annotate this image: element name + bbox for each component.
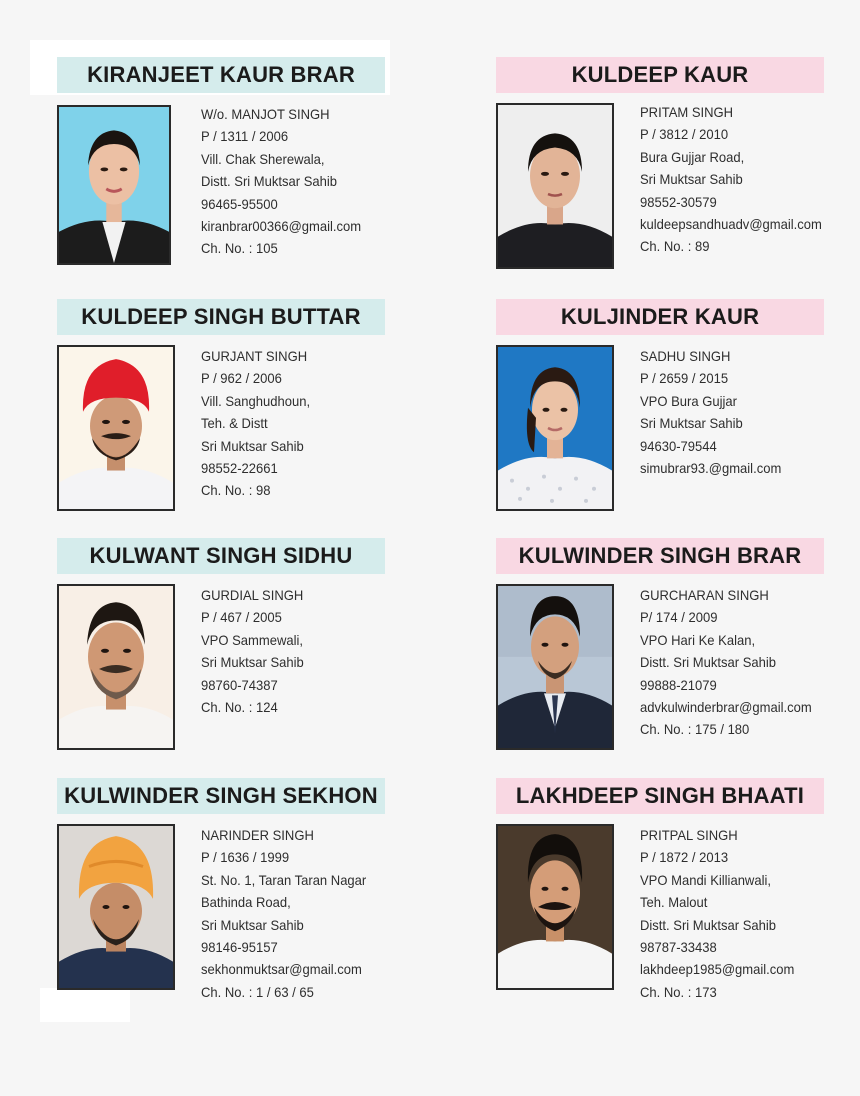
parent-name: NARINDER SINGH	[201, 827, 314, 843]
address-line: Distt. Sri Muktsar Sahib	[201, 173, 338, 190]
profile-card-kulwinder-singh-sekhon	[57, 778, 402, 998]
enrollment-number: P / 1636 / 1999	[201, 849, 290, 866]
address-line: Teh. & Distt	[201, 415, 268, 432]
phone-number: 98146-95157	[201, 938, 278, 955]
email-address: sekhonmuktsar@gmail.com	[201, 961, 362, 978]
profile-photo	[57, 345, 175, 511]
parent-name: GURCHARAN SINGH	[640, 587, 769, 603]
parent-name: GURDIAL SINGH	[201, 587, 304, 603]
profile-name: KULDEEP SINGH BUTTAR	[57, 299, 385, 335]
address-line: Vill. Chak Sherewala,	[201, 150, 325, 167]
profile-photo	[496, 824, 614, 990]
phone-number: 98760-74387	[201, 676, 278, 693]
profile-details	[640, 101, 826, 258]
phone-number: 96465-95500	[201, 195, 278, 212]
phone-number: 98787-33438	[640, 938, 717, 955]
parent-name: SADHU SINGH	[640, 348, 731, 364]
email-address: advkulwinderbrar@gmail.com	[640, 698, 812, 715]
profile-name: KULWINDER SINGH SEKHON	[57, 778, 385, 814]
address-line: Distt. Sri Muktsar Sahib	[640, 916, 777, 933]
profile-card-kuldeep-kaur	[496, 57, 841, 277]
profile-card-kuldeep-singh-buttar	[57, 299, 402, 519]
address-line: Sri Muktsar Sahib	[201, 654, 304, 671]
chamber-number: Ch. No. : 173	[640, 983, 717, 1000]
email-address: simubrar93.@gmail.com	[640, 459, 782, 476]
address-line: VPO Mandi Killianwali,	[640, 871, 771, 888]
profile-card-lakhdeep-singh-bhaati	[496, 778, 841, 998]
parent-name: PRITAM SINGH	[640, 104, 734, 120]
phone-number: 99888-21079	[640, 676, 717, 693]
address-line: Sri Muktsar Sahib	[640, 415, 743, 432]
address-line: Distt. Sri Muktsar Sahib	[640, 654, 777, 671]
profile-card-kiranjeet-kaur-brar	[57, 57, 402, 277]
email-address: kiranbrar00366@gmail.com	[201, 217, 362, 234]
chamber-number: Ch. No. : 105	[201, 240, 278, 257]
address-line: Sri Muktsar Sahib	[640, 171, 743, 188]
profile-card-kulwinder-singh-brar	[496, 538, 841, 758]
profile-photo	[57, 105, 171, 265]
profile-photo	[496, 345, 614, 511]
profile-name: KULDEEP KAUR	[496, 57, 824, 93]
enrollment-number: P / 962 / 2006	[201, 370, 282, 387]
profile-photo	[496, 103, 614, 269]
profile-photo	[57, 584, 175, 750]
address-line: Sri Muktsar Sahib	[201, 916, 304, 933]
address-line: St. No. 1, Taran Taran Nagar	[201, 871, 367, 888]
address-line: Teh. Malout	[640, 894, 708, 911]
profile-photo	[57, 824, 175, 990]
enrollment-number: P / 1872 / 2013	[640, 849, 729, 866]
phone-number: 94630-79544	[640, 437, 717, 454]
profile-details	[201, 345, 387, 502]
address-line: Bathinda Road,	[201, 894, 291, 911]
profile-name: KULJINDER KAUR	[496, 299, 824, 335]
profile-details	[201, 103, 387, 260]
address-line: Sri Muktsar Sahib	[201, 437, 304, 454]
address-line: VPO Hari Ke Kalan,	[640, 631, 756, 648]
profile-card-kulwant-singh-sidhu	[57, 538, 402, 758]
address-line: Vill. Sanghudhoun,	[201, 392, 311, 409]
profile-details	[201, 824, 387, 1003]
enrollment-number: P / 2659 / 2015	[640, 370, 729, 387]
enrollment-number: P/ 174 / 2009	[640, 609, 718, 626]
email-address: kuldeepsandhuadv@gmail.com	[640, 215, 822, 232]
address-line: Bura Gujjar Road,	[640, 148, 745, 165]
chamber-number: Ch. No. : 175 / 180	[640, 721, 750, 738]
profile-name: KULWINDER SINGH BRAR	[496, 538, 824, 574]
phone-number: 98552-22661	[201, 459, 278, 476]
enrollment-number: P / 3812 / 2010	[640, 126, 729, 143]
profile-card-kuljinder-kaur	[496, 299, 841, 519]
chamber-number: Ch. No. : 1 / 63 / 65	[201, 983, 314, 1000]
profile-photo	[496, 584, 614, 750]
enrollment-number: P / 1311 / 2006	[201, 128, 289, 145]
profile-details	[640, 824, 826, 1003]
chamber-number: Ch. No. : 98	[201, 482, 271, 499]
enrollment-number: P / 467 / 2005	[201, 609, 282, 626]
parent-name: W/o. MANJOT SINGH	[201, 106, 330, 122]
phone-number: 98552-30579	[640, 193, 717, 210]
profile-details	[201, 584, 387, 718]
address-line: VPO Sammewali,	[201, 631, 304, 648]
profile-name: KULWANT SINGH SIDHU	[57, 538, 385, 574]
profile-details	[640, 345, 826, 479]
address-line: VPO Bura Gujjar	[640, 392, 737, 409]
parent-name: GURJANT SINGH	[201, 348, 308, 364]
chamber-number: Ch. No. : 89	[640, 238, 710, 255]
parent-name: PRITPAL SINGH	[640, 827, 738, 843]
chamber-number: Ch. No. : 124	[201, 698, 278, 715]
profile-name: LAKHDEEP SINGH BHAATI	[496, 778, 824, 814]
email-address: lakhdeep1985@gmail.com	[640, 961, 795, 978]
profile-details	[640, 584, 826, 741]
profile-name: KIRANJEET KAUR BRAR	[57, 57, 385, 93]
